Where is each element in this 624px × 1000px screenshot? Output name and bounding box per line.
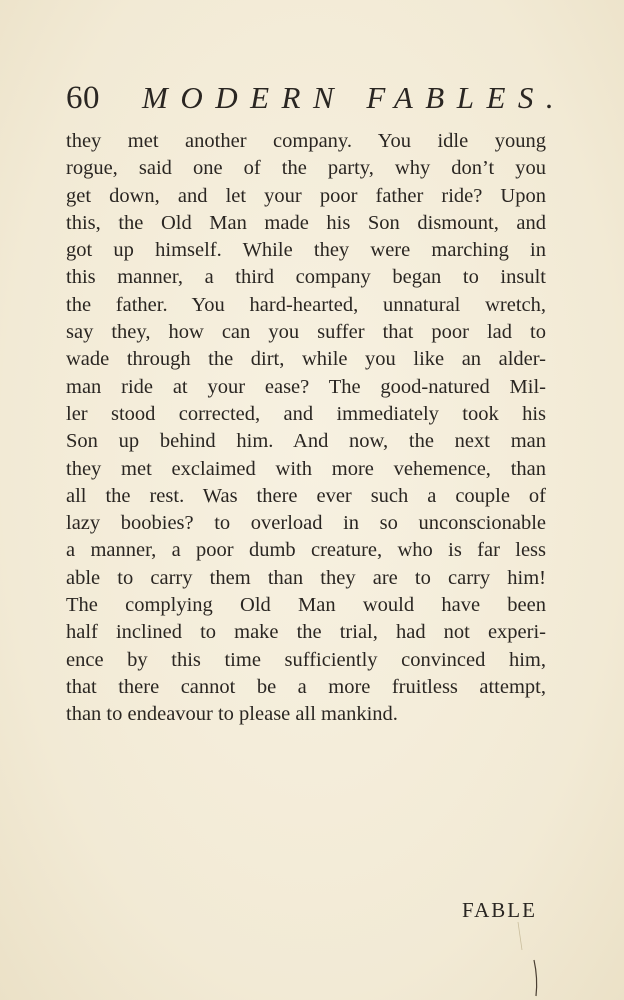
- text-line: wade through the dirt, while you like an alder-: [66, 348, 546, 371]
- text-line: The complying Old Man would have been: [66, 594, 546, 617]
- text-line: got up himself. While they were marching in: [66, 239, 546, 262]
- body-text: [66, 128, 546, 729]
- text-line: all the rest. Was there ever such a couple of: [66, 484, 546, 507]
- running-title: MODERN FABLES.: [142, 80, 567, 115]
- text-line: say they, how can you suffer that poor lad to: [66, 321, 546, 344]
- text-line: they met exclaimed with more vehemence, than: [66, 457, 546, 480]
- text-line: this, the Old Man made his Son dismount, and: [66, 211, 546, 234]
- text-line: ence by this time sufficiently convinced him,: [66, 648, 546, 671]
- text-line: Son up behind him. And now, the next man: [66, 430, 546, 453]
- text-line: than to endeavour to please all mankind.: [66, 703, 398, 726]
- text-line: this manner, a third company began to insult: [66, 266, 546, 289]
- text-line: able to carry them than they are to carry him!: [66, 566, 546, 589]
- text-line: ler stood corrected, and immediately took his: [66, 402, 546, 425]
- text-line: get down, and let your poor father ride? Upon: [66, 184, 546, 207]
- text-line: the father. You hard-hearted, unnatural wretch,: [66, 293, 546, 316]
- page-edge-mark: [516, 920, 546, 998]
- text-line: half inclined to make the trial, had not experi-: [66, 621, 546, 644]
- text-line: rogue, said one of the party, why don’t you: [66, 157, 546, 180]
- text-line: they met another company. You idle young: [66, 130, 546, 152]
- text-line: that there cannot be a more fruitless attempt,: [66, 675, 546, 698]
- text-line: man ride at your ease? The good-natured Mil-: [66, 375, 546, 398]
- page-number: 60: [66, 80, 100, 116]
- page-header: [66, 76, 567, 120]
- catchword: FABLE: [462, 898, 537, 922]
- text-line: lazy boobies? to overload in so unconscionable: [66, 512, 546, 535]
- text-line: a manner, a poor dumb creature, who is far less: [66, 539, 546, 562]
